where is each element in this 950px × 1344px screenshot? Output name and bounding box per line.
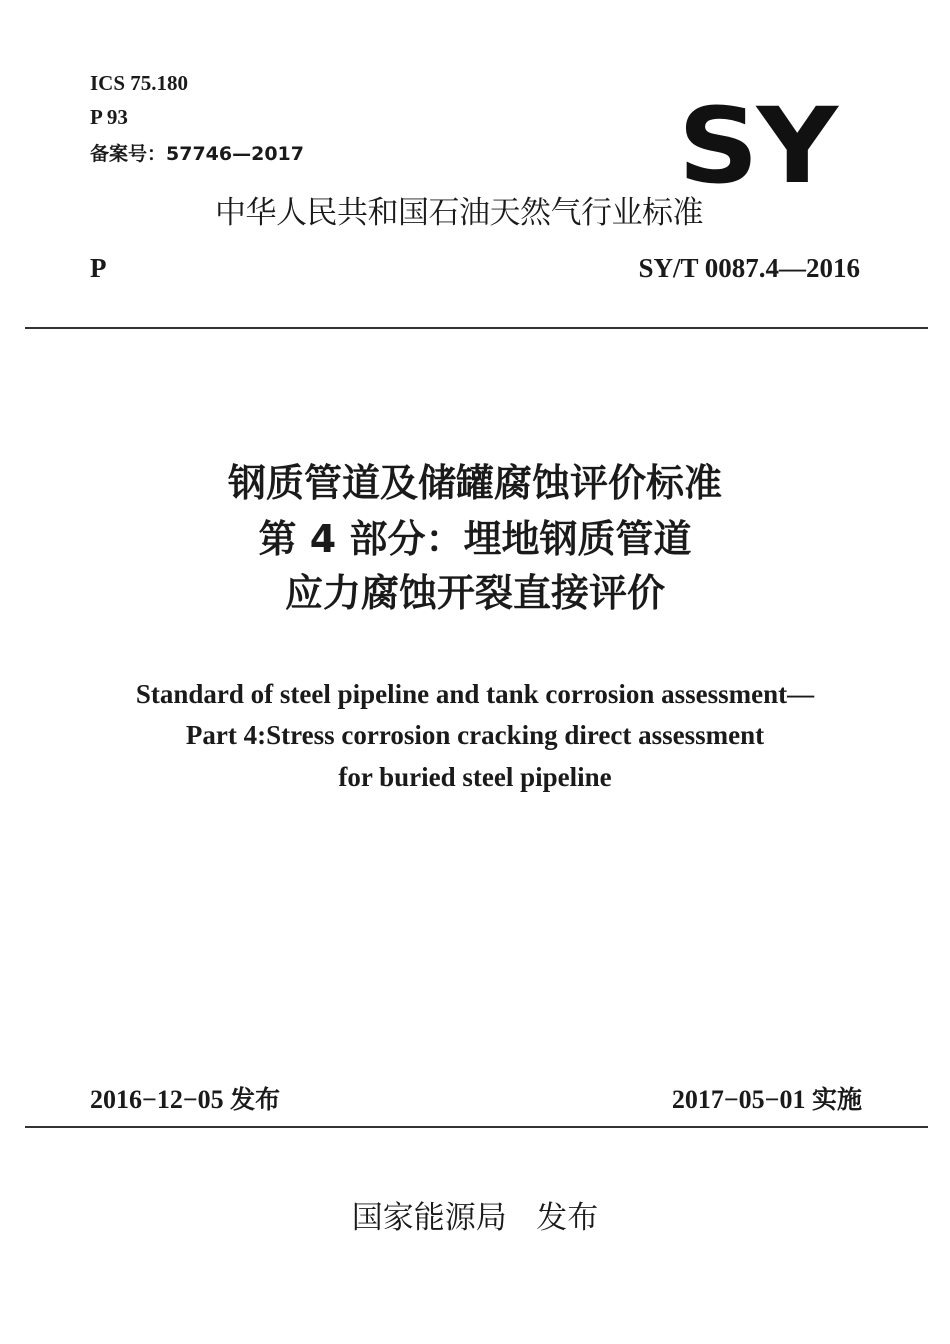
- english-title-line-3: for buried steel pipeline: [338, 762, 612, 792]
- issue-date: [90, 1083, 280, 1117]
- publisher-action: 发布: [536, 1200, 599, 1236]
- chinese-title-line-1: 钢质管道及储罐腐蚀评价标准: [227, 461, 722, 505]
- implementation-date: [672, 1083, 862, 1117]
- publisher: [0, 1196, 950, 1240]
- standard-number: SY/T 0087.4—2016: [638, 253, 860, 283]
- english-title-line-1: Standard of steel pipeline and tank corrosion assessment—: [135, 679, 815, 709]
- issue-date-value: 2016−12−05: [90, 1085, 224, 1114]
- chinese-title-line-3: 应力腐蚀开裂直接评价: [284, 571, 665, 615]
- issue-label: 发布: [230, 1085, 281, 1114]
- chinese-title-line-2: 第 4 部分：埋地钢质管道: [258, 517, 692, 561]
- ccs-code: P 93: [90, 105, 128, 129]
- industry-standard-title: 中华人民共和国石油天然气行业标准: [215, 195, 703, 231]
- implementation-label: 实施: [811, 1085, 862, 1114]
- sy-logo: SY: [677, 85, 836, 207]
- implementation-date-value: 2017−05−01: [671, 1085, 806, 1114]
- ics-code: ICS 75.180: [90, 71, 189, 95]
- english-title-line-2: Part 4:Stress corrosion cracking direct assessment: [185, 720, 765, 750]
- top-divider: [25, 327, 928, 329]
- classification-code: P: [90, 253, 107, 283]
- bottom-divider: [25, 1126, 928, 1128]
- record-number: 备案号：57746—2017: [90, 143, 304, 165]
- publisher-name: 国家能源局: [351, 1200, 507, 1236]
